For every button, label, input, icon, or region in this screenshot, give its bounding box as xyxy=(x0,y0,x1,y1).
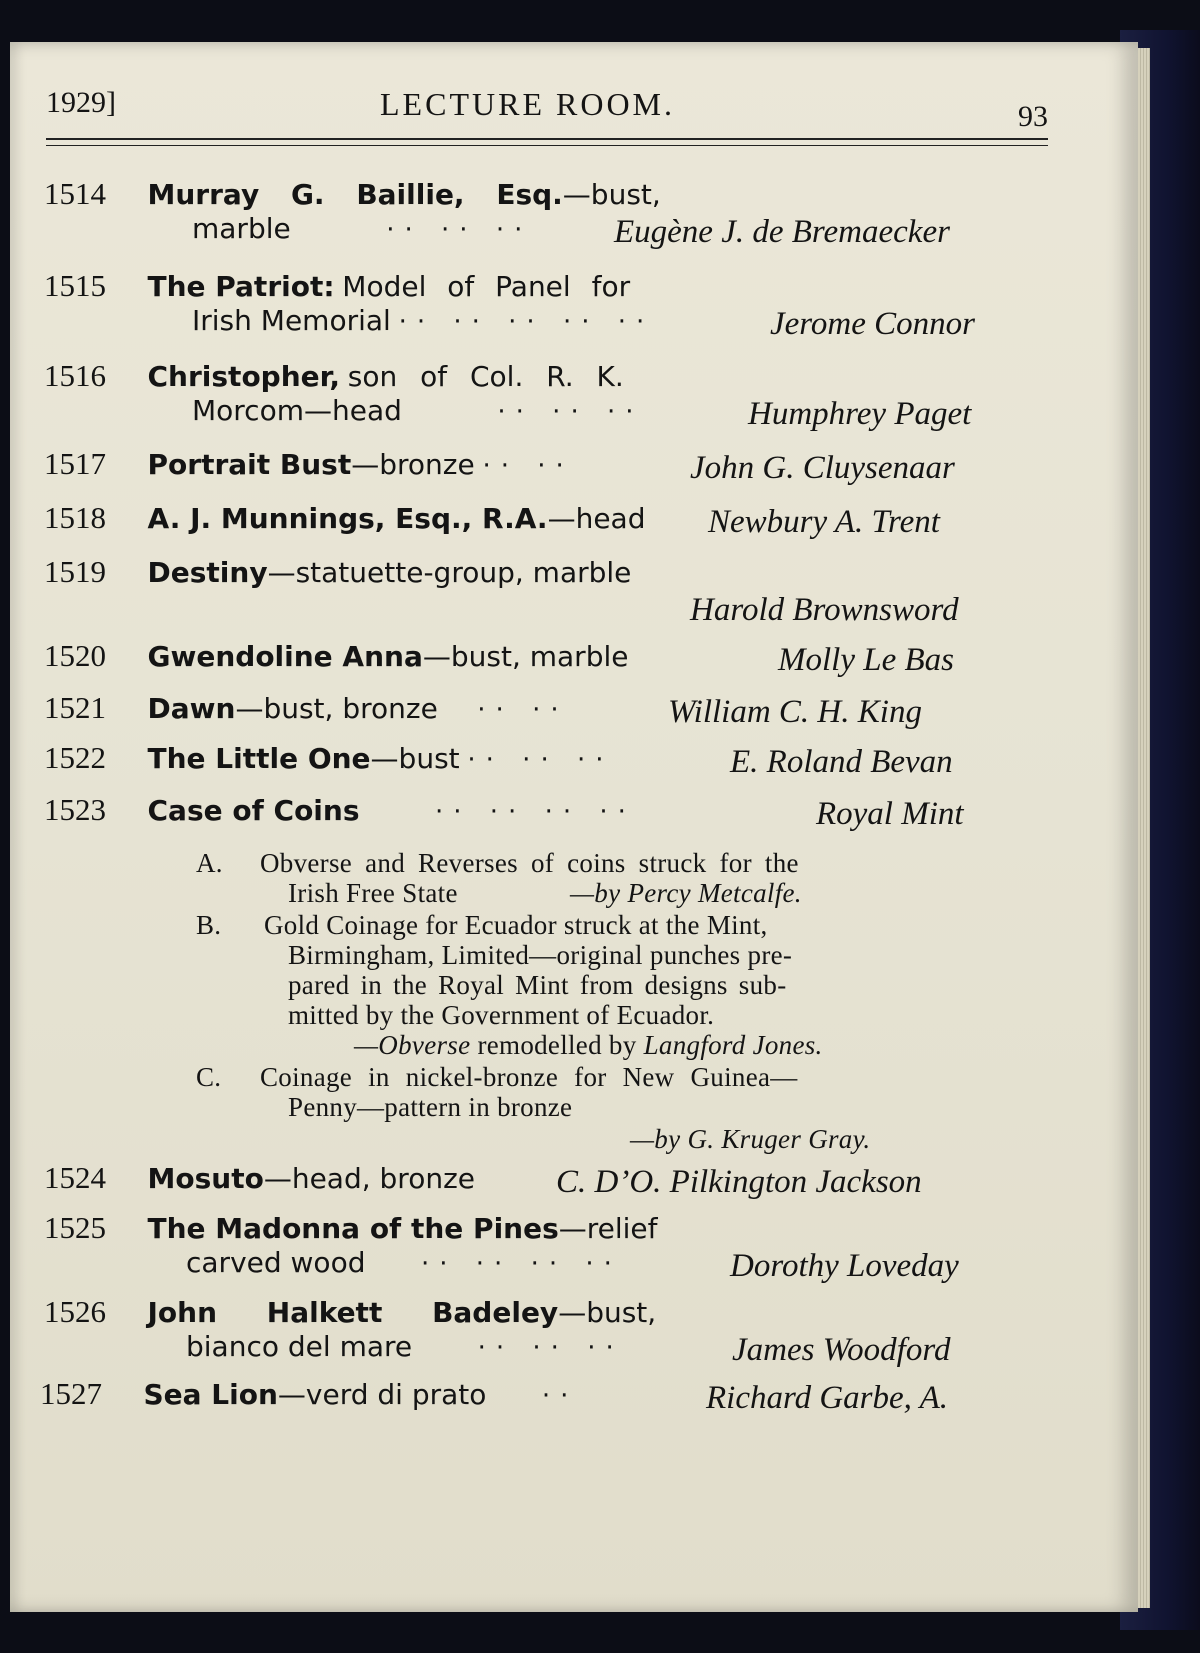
dot-leader: ·· ·· xyxy=(482,451,574,481)
catalogue-entry xyxy=(44,740,614,778)
catalogue-entry xyxy=(40,1376,578,1414)
entry-description: —bust, xyxy=(558,1296,657,1329)
coin-item-marker-c: C. xyxy=(196,1062,222,1092)
entry-title: Dawn xyxy=(147,692,236,725)
header-rule xyxy=(46,138,1048,140)
artist-name: Dorothy Loveday xyxy=(730,1248,959,1284)
running-header xyxy=(10,42,1138,162)
entry-title: A. J. Munnings, Esq., R.A. xyxy=(147,502,548,535)
entry-number: 1516 xyxy=(44,358,106,393)
dot-leader: ·· ·· ·· ·· xyxy=(435,797,636,827)
catalogue-entry xyxy=(44,1294,656,1331)
entry-number: 1522 xyxy=(44,740,106,775)
entry-description: —head, bronze xyxy=(263,1162,476,1195)
artist-name: Eugène J. de Bremaecker xyxy=(614,214,950,250)
coin-item-c-continuation: Penny—pattern in bronze xyxy=(288,1092,573,1122)
artist-name: Richard Garbe, A. xyxy=(706,1380,948,1416)
catalogue-entry xyxy=(44,1210,658,1247)
entry-description: son of Col. R. K. xyxy=(347,360,624,393)
entry-continuation-line xyxy=(186,1244,622,1282)
page-number: 93 xyxy=(1018,100,1048,133)
artist-name: Humphrey Paget xyxy=(748,396,972,432)
entry-title: John Halkett Badeley xyxy=(147,1296,559,1329)
coin-item-c-text: Coinage in nickel-bronze for New Guinea— xyxy=(260,1062,798,1092)
artist-name: Royal Mint xyxy=(816,796,964,832)
entry-description: —bust, xyxy=(562,178,661,211)
coin-item-a-continuation: Irish Free State xyxy=(288,878,458,908)
dot-leader: ·· ·· ·· xyxy=(386,215,533,245)
artist-name: Jerome Connor xyxy=(770,306,975,342)
entry-number: 1526 xyxy=(44,1294,106,1329)
catalogue-entry xyxy=(44,638,628,675)
entry-title: The Little One xyxy=(147,742,371,775)
coin-item-a-designer: —by Percy Metcalfe. xyxy=(570,878,802,908)
entry-description: Model of Panel for xyxy=(342,270,631,303)
artist-name: C. D’O. Pilkington Jackson xyxy=(556,1164,922,1200)
entry-continuation-line xyxy=(192,392,644,430)
entry-title: Destiny xyxy=(147,556,268,589)
entry-description: —statuette-group, marble xyxy=(267,556,632,589)
coin-item-marker-b: B. xyxy=(196,910,222,940)
entry-continuation-line xyxy=(186,1328,624,1366)
coin-item-b-line-3: pared in the Royal Mint from designs sub- xyxy=(288,970,787,1000)
entry-number: 1517 xyxy=(44,446,106,481)
dot-leader: ·· ·· ·· xyxy=(497,397,644,427)
coin-item-b-obverse: —Obverse xyxy=(354,1030,471,1060)
catalogue-entry xyxy=(44,500,645,537)
coin-item-b-designer: Langford Jones. xyxy=(643,1030,823,1060)
coin-item-b-designer-line xyxy=(354,1030,823,1061)
entry-continuation-line xyxy=(192,210,532,248)
entry-number: 1521 xyxy=(44,690,106,725)
catalogue-entry xyxy=(44,268,630,305)
coin-item-marker-a: A. xyxy=(196,848,223,878)
entry-number: 1527 xyxy=(40,1376,102,1411)
entry-number: 1524 xyxy=(44,1160,106,1195)
coin-item-a-text: Obverse and Reverses of coins struck for the xyxy=(260,848,799,878)
header-rule-thin xyxy=(46,145,1048,146)
entry-title: Gwendoline Anna xyxy=(147,640,423,673)
catalogue-entry xyxy=(44,358,624,395)
entry-title: Portrait Bust xyxy=(147,448,352,481)
entry-number: 1523 xyxy=(44,792,106,827)
entry-description: —bronze xyxy=(351,448,475,481)
catalogue-entry xyxy=(44,176,661,213)
coin-item-b-remodelled: remodelled by xyxy=(477,1030,637,1060)
artist-name: E. Roland Bevan xyxy=(730,744,953,780)
artist-name: James Woodford xyxy=(732,1332,951,1368)
artist-name: Harold Brownsword xyxy=(690,592,959,628)
entry-continuation: Irish Memorial xyxy=(192,304,391,337)
entry-continuation: marble xyxy=(192,212,291,245)
entry-description: —bust, bronze xyxy=(235,692,438,725)
entry-number: 1520 xyxy=(44,638,106,673)
entry-continuation-line xyxy=(192,302,654,340)
artist-name: William C. H. King xyxy=(668,694,922,730)
coin-item-b-text: Gold Coinage for Ecuador struck at the Mint, xyxy=(264,910,768,940)
entry-continuation: bianco del mare xyxy=(186,1330,413,1363)
dot-leader: ·· ·· ·· ·· ·· xyxy=(398,307,655,337)
catalogue-entry xyxy=(44,554,631,591)
header-year: 1929] xyxy=(46,86,116,119)
entry-continuation: carved wood xyxy=(186,1246,366,1279)
entry-description: —bust, marble xyxy=(422,640,629,673)
dot-leader: ·· ·· ·· xyxy=(467,745,614,775)
artist-name: John G. Cluysenaar xyxy=(690,450,955,486)
catalogue-entry xyxy=(44,1160,475,1197)
entry-description: —verd di prato xyxy=(277,1378,487,1411)
entry-title: The Patriot: xyxy=(147,270,335,303)
entry-title: Sea Lion xyxy=(143,1378,278,1411)
artist-name: Molly Le Bas xyxy=(778,642,954,678)
entry-number: 1518 xyxy=(44,500,106,535)
header-title: LECTURE ROOM. xyxy=(380,86,675,122)
dot-leader: ·· ·· ·· xyxy=(477,1333,624,1363)
entry-title: Christopher, xyxy=(147,360,340,393)
entry-description: —head xyxy=(547,502,646,535)
catalogue-entry xyxy=(44,690,569,728)
entry-number: 1514 xyxy=(44,176,106,211)
entry-number: 1519 xyxy=(44,554,106,589)
dot-leader: ·· ·· ·· ·· xyxy=(420,1249,622,1279)
entry-number: 1525 xyxy=(44,1210,106,1245)
coin-item-c-designer: —by G. Kruger Gray. xyxy=(630,1124,871,1154)
entry-title: Case of Coins xyxy=(147,794,360,827)
dot-leader: ·· ·· xyxy=(477,695,569,725)
coin-item-b-line-2: Birmingham, Limited—original punches pre- xyxy=(288,940,793,970)
artist-name: Newbury A. Trent xyxy=(708,504,940,540)
entry-description: —relief xyxy=(558,1212,658,1245)
book-page xyxy=(10,42,1138,1612)
catalogue-entry xyxy=(44,792,636,830)
catalogue-entry xyxy=(44,446,574,484)
entry-continuation: Morcom—head xyxy=(192,394,402,427)
entry-title: Mosuto xyxy=(147,1162,264,1195)
entry-title: The Madonna of the Pines xyxy=(147,1212,559,1245)
coin-item-b-line-4: mitted by the Government of Ecuador. xyxy=(288,1000,715,1030)
entry-description: —bust xyxy=(370,742,460,775)
entry-number: 1515 xyxy=(44,268,106,303)
dot-leader: ·· xyxy=(541,1381,579,1411)
entry-title: Murray G. Baillie, Esq. xyxy=(147,178,563,211)
